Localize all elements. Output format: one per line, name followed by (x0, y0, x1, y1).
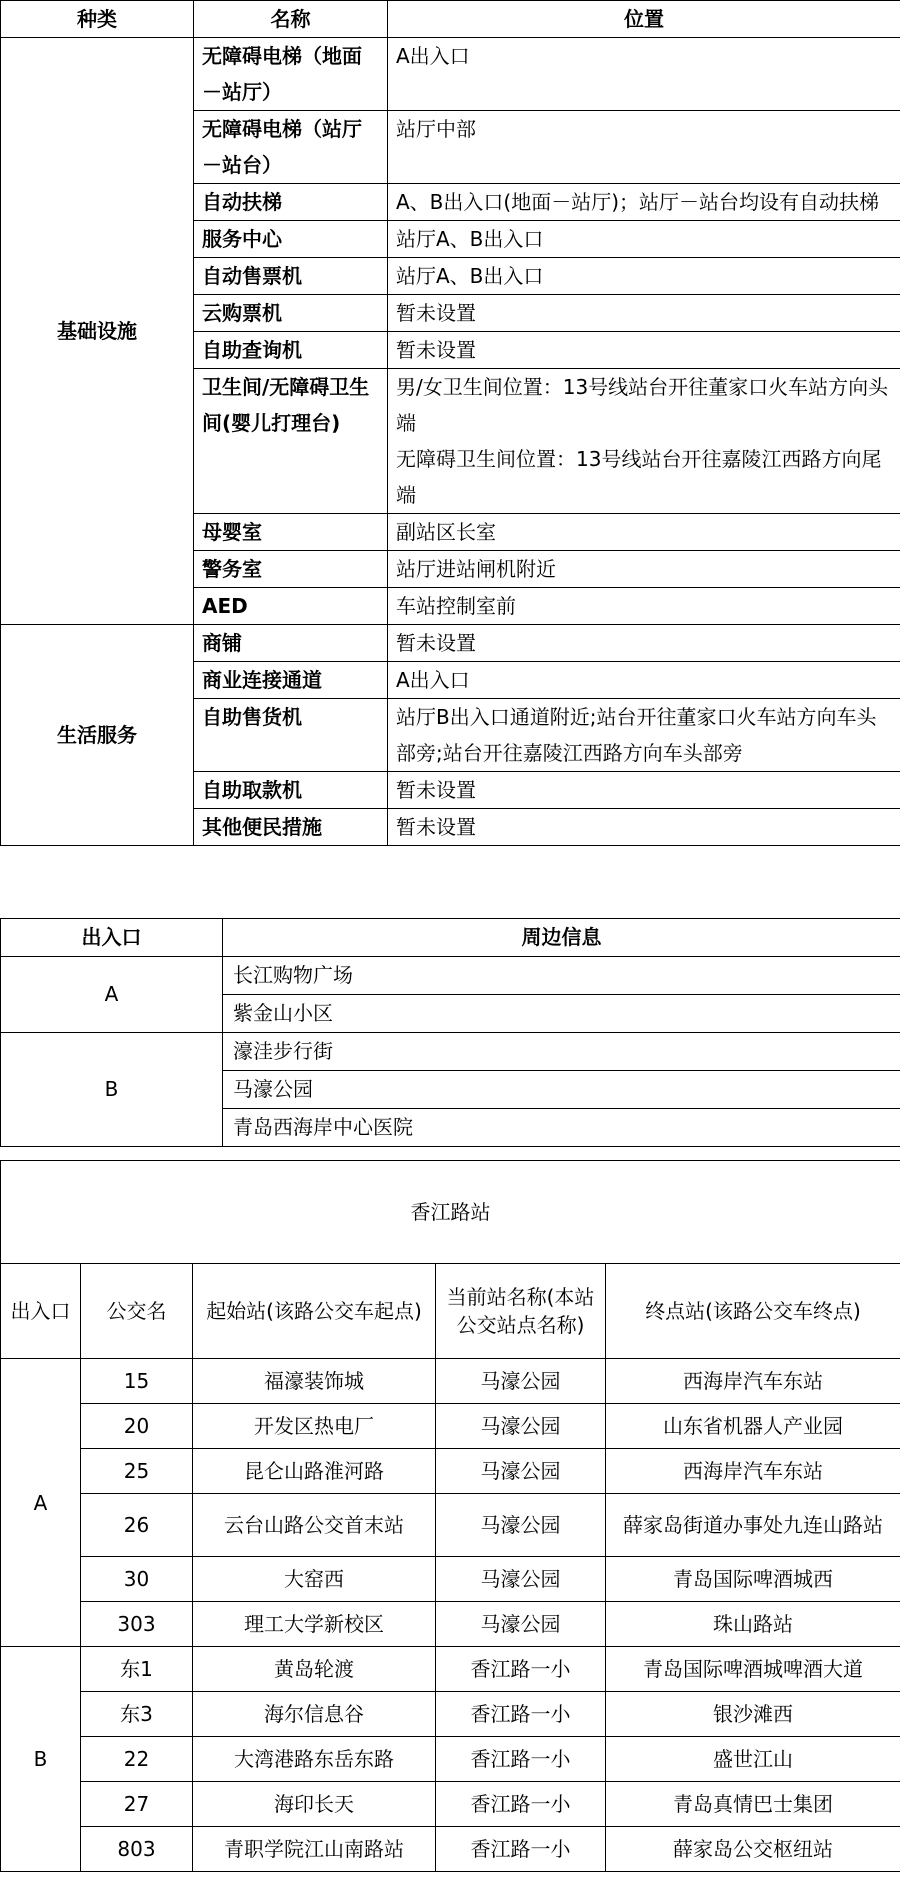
facility-name: 商业连接通道 (194, 662, 388, 699)
facility-name: 无障碍电梯（站厅－站台） (194, 111, 388, 184)
table-row (1, 38, 900, 111)
bus-end: 珠山路站 (606, 1602, 900, 1647)
table-header-row (1, 919, 900, 957)
bus-end: 盛世江山 (606, 1737, 900, 1782)
facility-name: 云购票机 (194, 295, 388, 332)
table-row (1, 1602, 900, 1647)
bus-start: 大湾港路东岳东路 (193, 1737, 436, 1782)
facility-name: 自动扶梯 (194, 184, 388, 221)
facility-location: A、B出入口(地面－站厅)；站厅－站台均设有自动扶梯 (388, 184, 900, 221)
facility-name: 自动售票机 (194, 258, 388, 295)
facility-name: 其他便民措施 (194, 809, 388, 846)
bus-line: 东1 (81, 1647, 193, 1692)
bus-current: 香江路一小 (436, 1647, 606, 1692)
facility-name: 自助售货机 (194, 699, 388, 772)
bus-line: 25 (81, 1449, 193, 1494)
bus-line: 27 (81, 1782, 193, 1827)
facility-location: 暂未设置 (388, 625, 900, 662)
facility-name: 自助查询机 (194, 332, 388, 369)
facility-name: 卫生间/无障碍卫生间(婴儿打理台) (194, 369, 388, 514)
surrounding-item: 长江购物广场 (223, 957, 900, 995)
facility-location: 暂未设置 (388, 772, 900, 809)
bus-end: 薛家岛公交枢纽站 (606, 1827, 900, 1872)
table-row (1, 1033, 900, 1071)
surrounding-item: 马濠公园 (223, 1071, 900, 1109)
bus-start: 青职学院江山南路站 (193, 1827, 436, 1872)
bus-end: 青岛真情巴士集团 (606, 1782, 900, 1827)
surrounding-item: 紫金山小区 (223, 995, 900, 1033)
bus-line: 803 (81, 1827, 193, 1872)
facility-location: 暂未设置 (388, 295, 900, 332)
bus-line: 东3 (81, 1692, 193, 1737)
table-title-row (1, 1161, 900, 1264)
bus-table (0, 1160, 900, 1872)
facility-location: 副站区长室 (388, 514, 900, 551)
bus-current: 马濠公园 (436, 1359, 606, 1404)
bus-end: 青岛国际啤酒城啤酒大道 (606, 1647, 900, 1692)
bus-start: 黄岛轮渡 (193, 1647, 436, 1692)
table-row (1, 1557, 900, 1602)
facility-location: 车站控制室前 (388, 588, 900, 625)
facility-name: 母婴室 (194, 514, 388, 551)
header-current: 当前站名称(本站公交站点名称) (436, 1264, 606, 1359)
exit-b: B (1, 1647, 81, 1872)
station-title: 香江路站 (1, 1161, 900, 1264)
bus-line: 30 (81, 1557, 193, 1602)
header-name: 名称 (194, 1, 388, 38)
bus-current: 马濠公园 (436, 1404, 606, 1449)
category-life: 生活服务 (1, 625, 194, 846)
bus-current: 马濠公园 (436, 1494, 606, 1557)
header-exit: 出入口 (1, 919, 223, 957)
table-row (1, 625, 900, 662)
bus-start: 理工大学新校区 (193, 1602, 436, 1647)
header-category: 种类 (1, 1, 194, 38)
table-row (1, 1449, 900, 1494)
surroundings-table (0, 918, 900, 1147)
bus-end: 山东省机器人产业园 (606, 1404, 900, 1449)
facility-location: A出入口 (388, 662, 900, 699)
bus-start: 开发区热电厂 (193, 1404, 436, 1449)
table-row (1, 1404, 900, 1449)
restroom-location: 男/女卫生间位置：13号线站台开往董家口火车站方向头端 (396, 375, 889, 435)
facility-location: A出入口 (388, 38, 900, 111)
bus-current: 马濠公园 (436, 1557, 606, 1602)
bus-current: 香江路一小 (436, 1737, 606, 1782)
bus-end: 青岛国际啤酒城西 (606, 1557, 900, 1602)
header-surroundings: 周边信息 (223, 919, 900, 957)
bus-line: 26 (81, 1494, 193, 1557)
table-row (1, 957, 900, 995)
bus-start: 海印长天 (193, 1782, 436, 1827)
bus-line: 15 (81, 1359, 193, 1404)
header-start: 起始站(该路公交车起点) (193, 1264, 436, 1359)
surrounding-item: 濠洼步行街 (223, 1033, 900, 1071)
facility-location: 暂未设置 (388, 809, 900, 846)
bus-start: 昆仑山路淮河路 (193, 1449, 436, 1494)
accessible-restroom-location: 无障碍卫生间位置：13号线站台开往嘉陵江西路方向尾端 (396, 447, 882, 507)
surrounding-item: 青岛西海岸中心医院 (223, 1109, 900, 1147)
bus-current: 马濠公园 (436, 1449, 606, 1494)
bus-start: 云台山路公交首末站 (193, 1494, 436, 1557)
category-basic: 基础设施 (1, 38, 194, 625)
facility-location: 站厅A、B出入口 (388, 258, 900, 295)
bus-end: 西海岸汽车东站 (606, 1359, 900, 1404)
bus-current: 香江路一小 (436, 1692, 606, 1737)
facility-name: 服务中心 (194, 221, 388, 258)
bus-line: 20 (81, 1404, 193, 1449)
bus-end: 薛家岛街道办事处九连山路站 (606, 1494, 900, 1557)
bus-current: 马濠公园 (436, 1602, 606, 1647)
bus-start: 福濠装饰城 (193, 1359, 436, 1404)
exit-b: B (1, 1033, 223, 1147)
bus-start: 大窑西 (193, 1557, 436, 1602)
facility-location: 站厅中部 (388, 111, 900, 184)
bus-line: 22 (81, 1737, 193, 1782)
bus-end: 西海岸汽车东站 (606, 1449, 900, 1494)
bus-current: 香江路一小 (436, 1782, 606, 1827)
facility-location: 暂未设置 (388, 332, 900, 369)
facility-name: 无障碍电梯（地面－站厅） (194, 38, 388, 111)
facility-name: 商铺 (194, 625, 388, 662)
facility-name: 自助取款机 (194, 772, 388, 809)
table-row (1, 1494, 900, 1557)
facility-location: 站厅B出入口通道附近;站台开往董家口火车站方向车头部旁;站台开往嘉陵江西路方向车头部旁 (388, 699, 900, 772)
table-row (1, 1782, 900, 1827)
facility-location: 站厅A、B出入口 (388, 221, 900, 258)
bus-current: 香江路一小 (436, 1827, 606, 1872)
facility-location (388, 369, 900, 514)
bus-end: 银沙滩西 (606, 1692, 900, 1737)
table-row (1, 1692, 900, 1737)
bus-start: 海尔信息谷 (193, 1692, 436, 1737)
header-exit: 出入口 (1, 1264, 81, 1359)
facility-name: AED (194, 588, 388, 625)
table-row (1, 1647, 900, 1692)
table-header-row (1, 1264, 900, 1359)
exit-a: A (1, 957, 223, 1033)
bus-line: 303 (81, 1602, 193, 1647)
header-line: 公交名 (81, 1264, 193, 1359)
facility-location: 站厅进站闸机附近 (388, 551, 900, 588)
facilities-table (0, 0, 900, 846)
table-row (1, 1737, 900, 1782)
facility-name: 警务室 (194, 551, 388, 588)
table-header-row (1, 1, 900, 38)
table-row (1, 1359, 900, 1404)
exit-a: A (1, 1359, 81, 1647)
header-end: 终点站(该路公交车终点) (606, 1264, 900, 1359)
header-location: 位置 (388, 1, 900, 38)
table-row (1, 1827, 900, 1872)
